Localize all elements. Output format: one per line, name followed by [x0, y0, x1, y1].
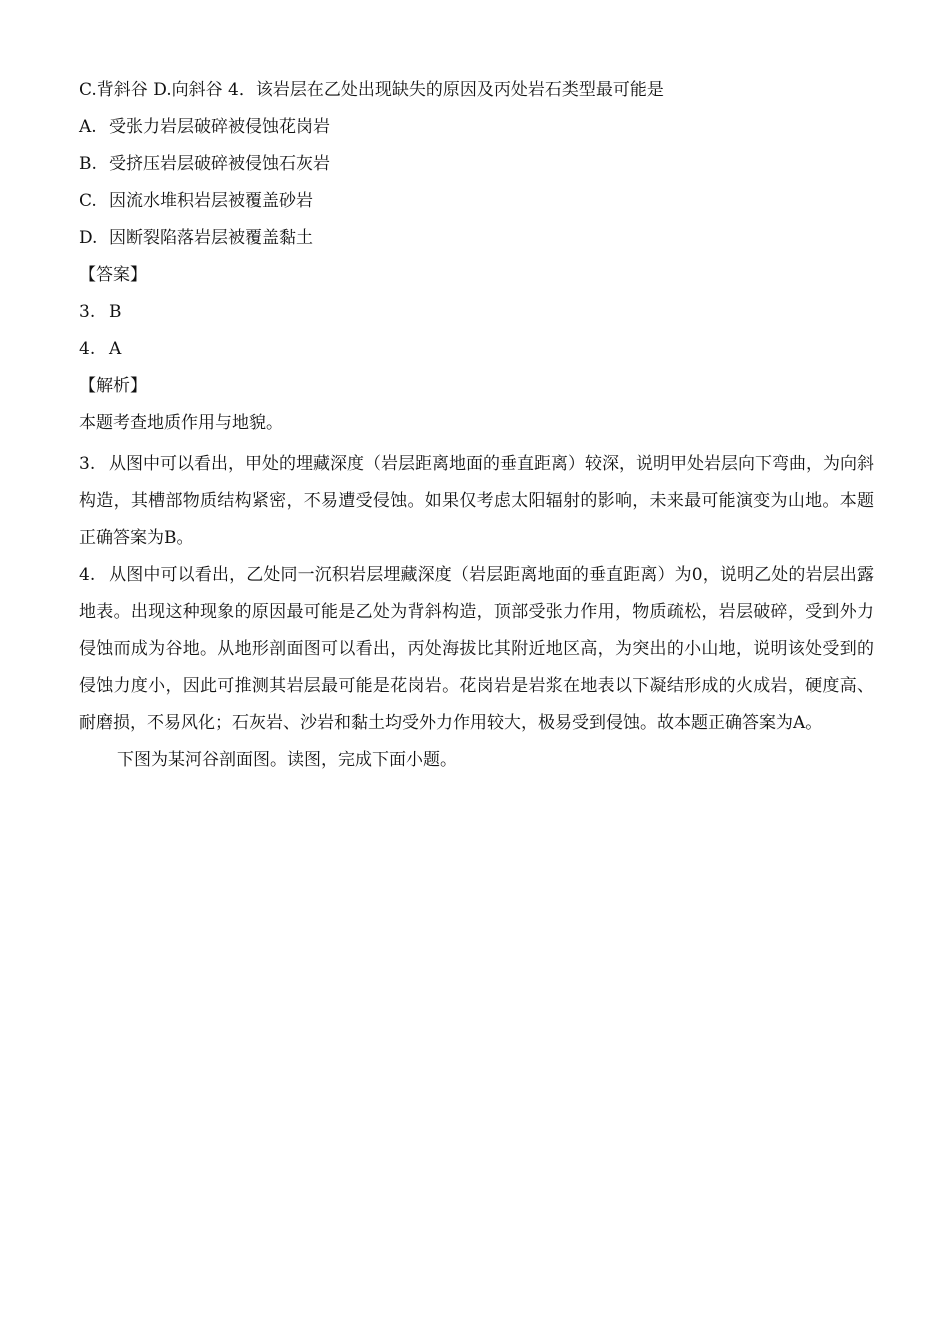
option-letter: A.: [79, 117, 97, 137]
analysis-number: 3.: [79, 454, 96, 474]
answer-3: [79, 298, 874, 335]
option-letter: B.: [79, 154, 97, 174]
analysis-text: 从图中可以看出，甲处的埋藏深度（岩层距离地面的垂直距离）较深，说明甲处岩层向下弯曲，为向斜构造，其槽部物质结构紧密，不易遭受侵蚀。如果仅考虑太阳辐射的影响，未来最可能演变为山地。本题正确答案为B。: [79, 454, 874, 548]
answer-value: B: [109, 302, 122, 322]
option-text: 受挤压岩层破碎被侵蚀石灰岩: [109, 154, 330, 174]
option-text: 因断裂陷落岩层被覆盖黏土: [109, 228, 313, 248]
next-question-intro: 下图为某河谷剖面图。读图，完成下面小题。: [117, 750, 457, 770]
option-text: 受张力岩层破碎被侵蚀花岗岩: [109, 117, 330, 137]
answer-number: 3.: [79, 302, 96, 322]
answer-header: 【答案】: [79, 265, 147, 285]
option-d: [79, 224, 874, 261]
analysis-header: 【解析】: [79, 376, 147, 396]
analysis-intro: 本题考查地质作用与地貌。: [79, 413, 283, 433]
option-b: [79, 150, 874, 187]
analysis-4-paragraph: [79, 557, 874, 742]
analysis-text: 从图中可以看出，乙处同一沉积岩层埋藏深度（岩层距离地面的垂直距离）为0，说明乙处的岩层出露地表。出现这种现象的原因最可能是乙处为背斜构造，顶部受张力作用，物质疏松，岩层破碎，受到外力侵蚀而成为谷地。从地形剖面图可以看出，丙处海拔比其附近地区高，为突出的小山地，说明该处受到的侵蚀力度小，因此可推测其岩层最可能是花岗岩。花岗岩是岩浆在地表以下凝结形成的火成岩，硬度高、耐磨损，不易风化；石灰岩、沙岩和黏土均受外力作用较大，极易受到侵蚀。故本题正确答案为A。: [79, 565, 874, 733]
analysis-number: 4.: [79, 565, 96, 585]
question-4-stem: C.背斜谷 D.向斜谷 4．该岩层在乙处出现缺失的原因及丙处岩石类型最可能是: [79, 80, 664, 100]
answer-value: A: [109, 339, 122, 359]
option-text: 因流水堆积岩层被覆盖砂岩: [109, 191, 313, 211]
document-page: [79, 76, 874, 779]
option-c: [79, 187, 874, 224]
analysis-3-paragraph: [79, 446, 874, 557]
answer-4: [79, 335, 874, 372]
answer-number: 4.: [79, 339, 96, 359]
option-letter: C.: [79, 191, 97, 211]
option-a: [79, 113, 874, 150]
option-letter: D.: [79, 228, 98, 248]
